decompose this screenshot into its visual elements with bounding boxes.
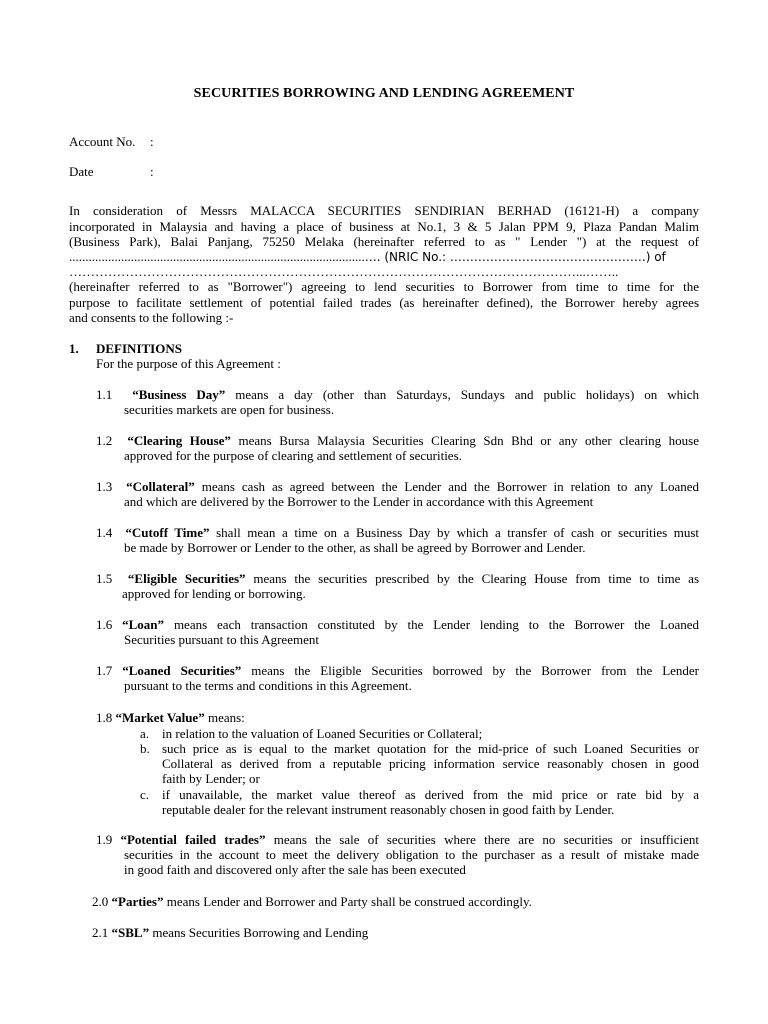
definition-term: “Eligible Securities”	[127, 571, 246, 586]
list-item: in relation to the valuation of Loaned Securities or Collateral;	[162, 726, 483, 741]
market-value-heading: 1.8 “Market Value” means:	[96, 710, 245, 725]
intro-line-4	[69, 249, 699, 265]
section-number: 1.	[69, 341, 79, 356]
definition-item: 1.9 “Potential failed trades” means the sale of securities where there are no securities or insufficient securities in the account to meet the delivery obligation to the purchaser as a result of mistake made in good faith and discovered only after the sale has been executed	[96, 832, 699, 877]
list-item: such price as is equal to the market quotation for the mid-price of such Loaned Securities or	[162, 741, 699, 756]
address-blank: ………………………………………………………………………………………………………...……..	[69, 264, 619, 279]
definition-item: 2.1 “SBL” means Securities Borrowing and Lending	[92, 925, 369, 940]
list-item-cont: Collateral as derived from a reputable pricing information service reasonably chosen in good	[162, 756, 699, 771]
definition-term: “Parties”	[111, 894, 164, 909]
intro-line-6: (hereinafter referred to as "Borrower") agreeing to lend securities to Borrower from time to time for the	[69, 279, 699, 294]
intro-line-2: incorporated in Malaysia and having a place of business at No.1, 3 & 5 Jalan PPM 9, Plaza Pandan Malim	[69, 219, 699, 234]
account-no-colon: :	[150, 134, 154, 149]
list-marker: c.	[140, 787, 150, 802]
intro-line-3: (Business Park), Balai Panjang, 75250 Melaka (hereinafter referred to as " Lender ") at the request of	[69, 234, 699, 249]
definition-term: “Market Value”	[115, 710, 205, 725]
date-colon: :	[150, 164, 154, 179]
date-label: Date	[69, 164, 94, 179]
account-no-label: Account No.	[69, 134, 136, 149]
intro-line-1: In consideration of Messrs MALACCA SECURITIES SENDIRIAN BERHAD (16121-H) a company	[69, 203, 699, 218]
definition-term: “Potential failed trades”	[120, 832, 266, 847]
list-marker: b.	[140, 741, 150, 756]
definition-term: “Clearing House”	[127, 433, 231, 448]
list-item: if unavailable, the market value thereof as derived from the mid price or rate bid by a	[162, 787, 699, 802]
section-heading: DEFINITIONS	[96, 341, 182, 356]
definition-item: 1.4 “Cutoff Time” shall mean a time on a Business Day by which a transfer of cash or securities must be made by Borrower or Lender to the other, as shall be agreed by Borrower and Lender.	[96, 525, 700, 555]
definition-term: “Loaned Securities”	[122, 663, 242, 678]
nric-field: …. (NRIC No.: ………………………………………….) of	[364, 250, 666, 264]
definition-term: “Cutoff Time”	[125, 525, 210, 540]
list-item-cont: reputable dealer for the relevant instrument reasonably chosen in good faith by Lender.	[162, 802, 615, 817]
definition-item: 1.1 “Business Day” means a day (other than Saturdays, Sundays and public holidays) on which securities markets are open for business.	[96, 387, 700, 417]
definition-item: 1.5 “Eligible Securities” means the securities prescribed by the Clearing House from time to time as approved for lending or borrowing.	[96, 571, 700, 601]
definition-item: 1.3 “Collateral” means cash as agreed between the Lender and the Borrower in relation to any Loaned and which are delivered by the Borrower to the Lender in accordance with this Agreement	[96, 479, 700, 509]
document-title: SECURITIES BORROWING AND LENDING AGREEMENT	[193, 86, 575, 101]
definition-item: 1.2 “Clearing House” means Bursa Malaysia Securities Clearing Sdn Bhd or any other clearing house approved for the purpose of clearing and settlement of securities.	[96, 433, 700, 463]
list-item-cont: faith by Lender; or	[162, 771, 260, 786]
definition-term: “Business Day”	[132, 387, 226, 402]
definition-item: 1.6 “Loan” means each transaction constituted by the Lender lending to the Borrower the Loaned Securities pursuant to this Agreement	[96, 617, 700, 647]
definition-term: “SBL”	[111, 925, 150, 940]
definition-item: 2.0 “Parties” means Lender and Borrower and Party shall be construed accordingly.	[92, 894, 532, 909]
intro-line-7: purpose to facilitate settlement of potential failed trades (as hereinafter defined), the Borrower hereby agrees	[69, 295, 699, 310]
borrower-name-blank: ...........................................................................................	[69, 249, 365, 264]
definition-term: “Collateral”	[126, 479, 195, 494]
definition-item: 1.7 “Loaned Securities” means the Eligible Securities borrowed by the Borrower from the Lender pursuant to the terms and conditions in this Agreement.	[96, 663, 700, 693]
intro-line-8: and consents to the following :-	[69, 310, 234, 325]
section-subheading: For the purpose of this Agreement :	[96, 356, 281, 371]
list-marker: a.	[140, 726, 150, 741]
definition-term: “Loan”	[122, 617, 165, 632]
